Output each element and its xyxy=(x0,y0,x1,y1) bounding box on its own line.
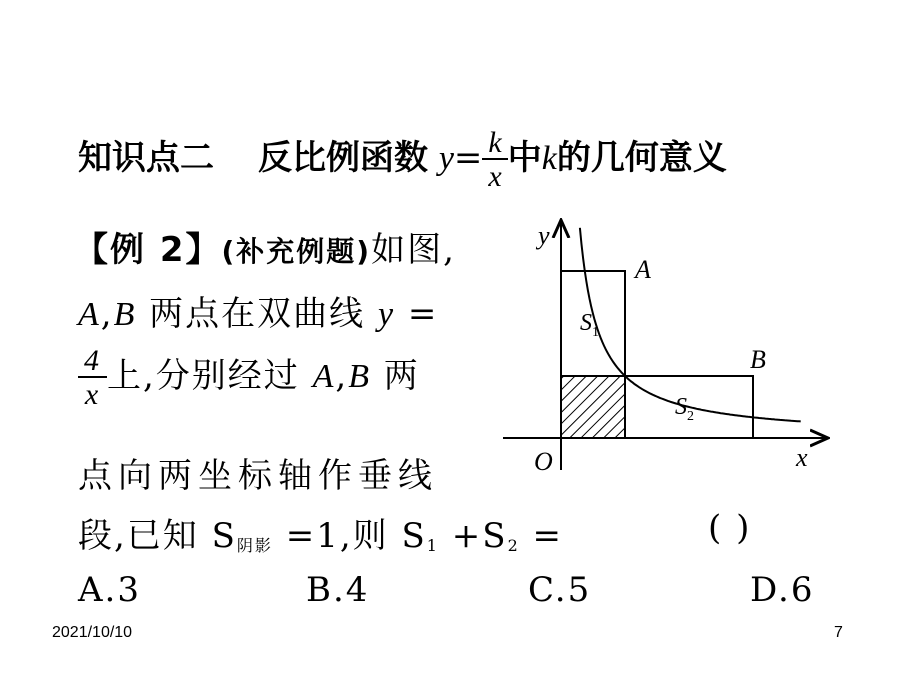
problem-line5-a: 段,已知 S xyxy=(78,516,237,556)
problem-line3-text: 上,分别经过 xyxy=(107,356,313,396)
heading-mid: 中 xyxy=(507,138,542,178)
option-a-letter: A. xyxy=(78,570,118,610)
problem-label: 【例 2】 xyxy=(74,230,222,270)
heading-fraction-numerator: k xyxy=(488,126,502,159)
s1-subscript: 1 xyxy=(426,536,439,555)
comma-2: , xyxy=(335,356,349,396)
s2-letter: S xyxy=(675,394,687,420)
heading-prefix: 知识点二 xyxy=(78,138,214,178)
shaded-subscript: 阴影 xyxy=(236,536,273,555)
point-b-ref: B xyxy=(113,296,137,333)
problem-tag: (补充例题) xyxy=(221,235,372,268)
problem-line3-tail: 两 xyxy=(371,356,420,396)
y-axis-label: y xyxy=(538,221,550,250)
option-c-value: 5 xyxy=(567,570,592,610)
point-a-label: A xyxy=(635,255,651,284)
problem-line4-text: 点向两坐标轴作垂线 xyxy=(78,456,438,496)
problem-line-3 xyxy=(78,346,420,410)
option-b-letter: B. xyxy=(306,570,346,610)
fraction-numerator: 4 xyxy=(84,344,101,377)
y-variable: y xyxy=(378,296,396,333)
problem-line2-text: 两点在双曲线 xyxy=(136,294,378,334)
hyperbola-figure xyxy=(490,210,840,480)
s2-label xyxy=(675,394,694,424)
x-axis-label: x xyxy=(796,443,808,472)
point-b-ref-2: B xyxy=(348,358,371,395)
heading-fraction-denominator: x xyxy=(482,158,507,192)
s2-subscript: 2 xyxy=(507,536,520,555)
option-c-letter: C. xyxy=(528,570,568,610)
equals-sign: = xyxy=(395,294,439,334)
heading-formula-fraction xyxy=(482,128,507,192)
footer-page-number: 7 xyxy=(834,624,843,641)
section-heading xyxy=(78,128,727,192)
option-a[interactable] xyxy=(78,570,141,610)
heading-suffix: 的几何意义 xyxy=(556,138,727,178)
option-d-value: 6 xyxy=(790,570,815,610)
problem-line5-c: +S xyxy=(438,516,508,556)
heading-formula-lhs: y xyxy=(438,140,454,177)
s1-label xyxy=(580,310,599,340)
shaded-region xyxy=(561,376,625,438)
s1-letter: S xyxy=(580,310,592,336)
point-b-label: B xyxy=(750,345,766,374)
option-a-value: 3 xyxy=(117,570,142,610)
problem-line5-d: = xyxy=(519,516,564,556)
option-c[interactable] xyxy=(528,570,591,610)
problem-line-2 xyxy=(78,286,438,335)
footer-date: 2021/10/10 xyxy=(52,624,133,641)
problem-line-1 xyxy=(74,222,456,271)
option-d-letter: D. xyxy=(750,570,791,610)
option-b[interactable] xyxy=(306,570,369,610)
point-a-ref: A xyxy=(78,296,101,333)
point-a-ref-2: A xyxy=(312,358,336,395)
option-d[interactable] xyxy=(750,570,815,610)
problem-line5-b: =1,则 S xyxy=(272,516,427,556)
s1-sub: 1 xyxy=(592,325,599,340)
problem-line-4 xyxy=(78,448,438,497)
heading-k: k xyxy=(541,140,557,177)
heading-formula-eq: = xyxy=(453,138,483,178)
problem-line-5 xyxy=(78,508,563,557)
s2-sub: 2 xyxy=(687,409,694,424)
heading-title: 反比例函数 xyxy=(258,138,428,178)
four-over-x-fraction xyxy=(78,346,107,410)
comma: , xyxy=(100,294,114,334)
problem-line1-end: 如图, xyxy=(371,230,456,270)
answer-parentheses: ( ) xyxy=(708,508,752,548)
origin-label: O xyxy=(534,447,553,476)
fraction-denominator: x xyxy=(78,376,107,410)
option-b-value: 4 xyxy=(345,570,370,610)
